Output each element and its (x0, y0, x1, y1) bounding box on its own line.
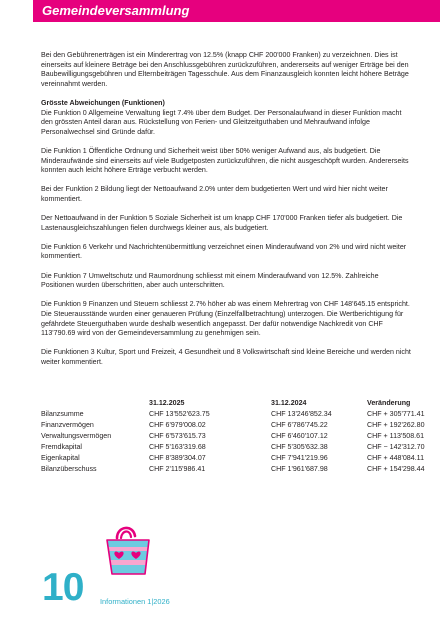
table-cell: CHF 6'786'745.22 (271, 421, 328, 429)
handbag-icon (99, 520, 157, 583)
table-row (41, 442, 437, 453)
table-cell: CHF 2'115'986.41 (149, 465, 206, 473)
table-cell: CHF 1'961'687.98 (271, 465, 328, 473)
table-row (41, 409, 437, 420)
table-cell: CHF 5'305'632.38 (271, 443, 328, 451)
column-header: 31.12.2024 (271, 399, 307, 407)
paragraph: Die Funktion 0 Allgemeine Verwaltung liegt 7.4% über dem Budget. Der Personalaufwand in dieser Funktion macht den grössten Anteil daran aus. Rückstellung von Ferien- und Gleitzeitguthaben und Mehraufwand infolge Personalwechsel sind Gründe dafür. (41, 108, 402, 136)
paragraph: Bei den Gebührenerträgen ist ein Minderertrag von 12.5% (knapp CHF 200'000 Franken) zu verzeichnen. Dies ist einerseits auf kleinere Beträge bei den Anschlussgebühren zurückzuführen, andererseits auf weniger Erträge bei den Baubewilligungsgebühren und Elternbeiträgen Tagesschule. Aus dem Finanzausgleich konnten leicht höhere Beträge vereinnahmt werden. (41, 51, 409, 88)
column-header: 31.12.2025 (149, 399, 185, 407)
column-header (41, 398, 149, 409)
table-cell: CHF − 142'312.70 (367, 443, 425, 451)
paragraph: Der Nettoaufwand in der Funktion 5 Soziale Sicherheit ist um knapp CHF 170'000 Franken tiefer als budgetiert. Die Lastenausgleichszahlungen fielen durchwegs kleiner aus, als budgetiert. (41, 214, 403, 232)
row-label: Eigenkapital (41, 454, 80, 462)
table-cell: CHF 13'552'623.75 (149, 410, 210, 418)
table-cell: CHF + 305'771.41 (367, 410, 425, 418)
column-header: Veränderung (367, 399, 411, 407)
paragraph: Die Funktionen 3 Kultur, Sport und Freizeit, 4 Gesundheit und 8 Volkswirtschaft sind kleine Bereiche und werden nicht weiter kommentiert. (41, 348, 411, 366)
table-cell: CHF + 154'298.44 (367, 465, 425, 473)
row-label: Bilanzsumme (41, 410, 84, 418)
table-cell: CHF 7'941'219.96 (271, 454, 328, 462)
table-cell: CHF 13'246'852.34 (271, 410, 332, 418)
header-bar (33, 0, 440, 22)
article-body (41, 51, 411, 377)
table-cell: CHF + 113'508.61 (367, 432, 425, 440)
row-label: Finanzvermögen (41, 421, 94, 429)
balance-table (41, 398, 437, 475)
table-cell: CHF 5'163'319.68 (149, 443, 206, 451)
table-cell: CHF 6'573'615.73 (149, 432, 206, 440)
publication-label: Informationen 1|2026 (100, 597, 170, 606)
table-cell: CHF + 448'084.11 (367, 454, 425, 462)
paragraph: Die Funktion 6 Verkehr und Nachrichtenübermittlung verzeichnet einen Minderaufwand von 2% und wird nicht weiter kommentiert. (41, 242, 407, 261)
table-row (41, 431, 437, 442)
row-label: Fremdkapital (41, 443, 83, 451)
page-number: 10 (42, 566, 84, 609)
table-row (41, 420, 437, 431)
paragraph: Bei der Funktion 2 Bildung liegt der Nettoaufwand 2.0% unter dem budgetierten Wert und wird hier nicht weiter kommentiert. (41, 185, 388, 203)
row-label: Verwaltungsvermögen (41, 432, 112, 440)
page-title: Gemeindeversammlung (42, 3, 190, 18)
paragraph: Die Funktion 7 Umweltschutz und Raumordnung schliesst mit einem Minderaufwand von 12.5%. Zahlreiche Positionen wurden überschritten, aber auch unterschritten. (41, 271, 379, 290)
paragraph: Die Funktion 1 Öffentliche Ordnung und Sicherheit weist über 50% weniger Aufwand aus, als budgetiert. Die Minderaufwände sind einerseits auf viele Budgetposten zurückzuführen, die nicht ausgeschöpft wurden. Andererseits konnten auch leicht höhere Erträge verbucht werden. (41, 146, 409, 175)
table-cell: CHF 6'979'008.02 (149, 421, 206, 429)
table-cell: CHF 6'460'107.12 (271, 432, 328, 440)
table-cell: CHF 8'389'304.07 (149, 454, 206, 462)
table-cell: CHF + 192'262.80 (367, 421, 425, 429)
section-heading: Grösste Abweichungen (Funktionen) (41, 98, 165, 107)
table-row (41, 453, 437, 464)
row-label: Bilanzüberschuss (41, 465, 97, 473)
paragraph: Die Funktion 9 Finanzen und Steuern schliesst 2.7% höher ab was einem Mehrertrag von CHF 148'645.15 entspricht. Die Steuerausstände wurden einer genaueren Prüfung (Einzelfallbetrachtung) unterzogen. Die Wertberichtigung für gefährdete Steuerguthaben wurde deshalb wesentlich angepasst. Der dafür notwendige Nachkredit von CHF 113'790.69 wird von der Gemeindeversammlung zu genehmigen sein. (41, 300, 410, 338)
table-row (41, 464, 437, 475)
table-header-row (41, 398, 437, 409)
